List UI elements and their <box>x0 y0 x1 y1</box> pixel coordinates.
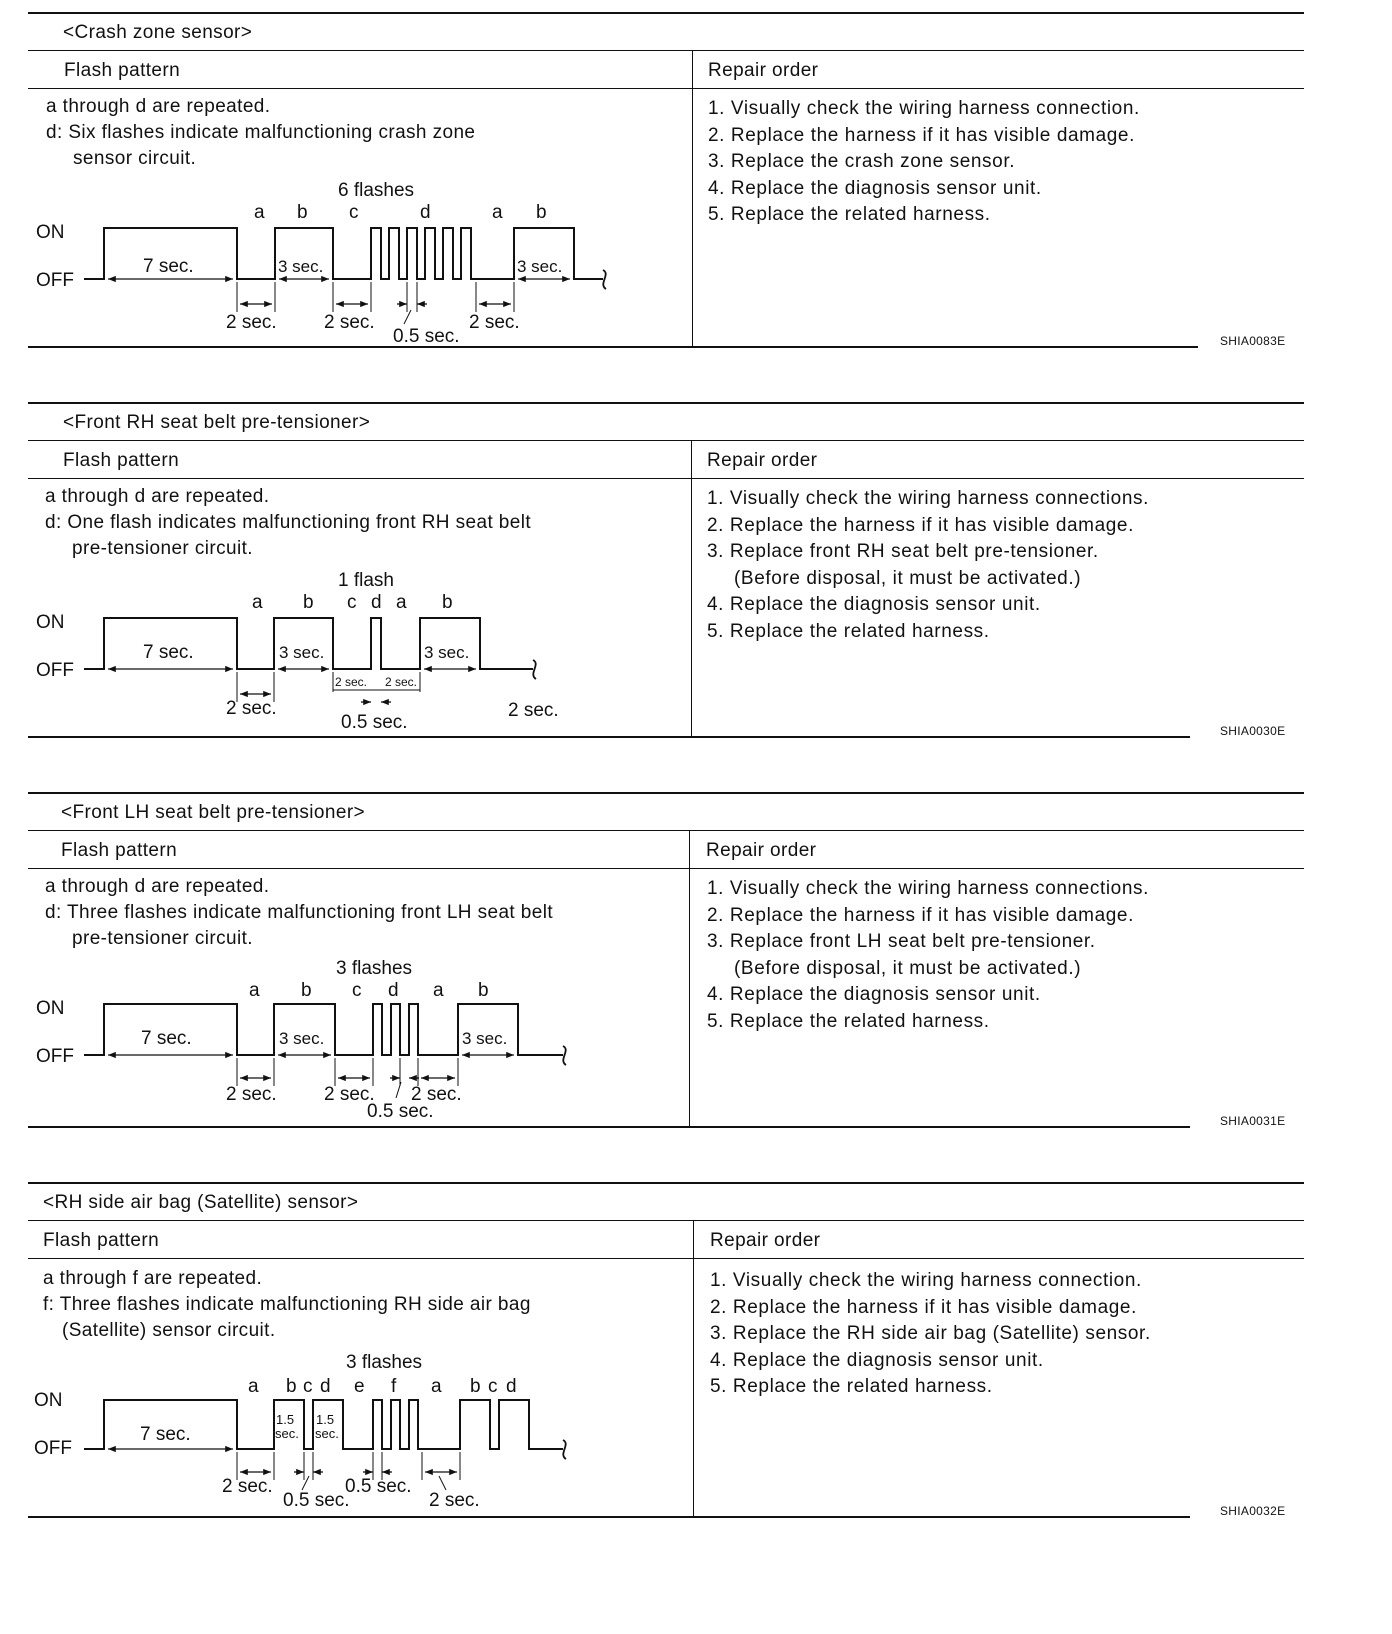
letter-label: a <box>431 1376 442 1397</box>
leader-line <box>302 1476 309 1490</box>
repair-order-header: Repair order <box>710 1230 821 1251</box>
figure-code: SHIA0032E <box>1220 1504 1286 1518</box>
header-bottom-border <box>28 868 1304 869</box>
duration-label: 2 sec. <box>429 1490 480 1511</box>
flash-pattern-header: Flash pattern <box>64 60 181 81</box>
duration-label: 2 sec. <box>226 698 277 719</box>
duration-label: 1.5 <box>316 1412 335 1427</box>
flash-pattern-diagram <box>28 1344 628 1524</box>
duration-label: 2 sec. <box>324 1084 375 1105</box>
table-top-border <box>28 402 1304 404</box>
flash-pattern-header: Flash pattern <box>43 1230 160 1251</box>
repair-step: 2. Replace the harness if it has visible damage. <box>708 124 1135 146</box>
section-title: <Front LH seat belt pre-tensioner> <box>61 802 366 823</box>
duration-label: 1.5 <box>276 1412 295 1427</box>
letter-label: d <box>506 1376 517 1397</box>
table-bottom-border <box>28 1126 1190 1128</box>
section-front-rh-pretensioner <box>28 402 1372 742</box>
duration-label: 2 sec. <box>508 700 559 721</box>
letter-label: b <box>297 202 308 223</box>
repair-step: 1. Visually check the wiring harness connection. <box>710 1270 1142 1291</box>
repair-order-header: Repair order <box>707 450 818 471</box>
break-mark <box>603 270 606 289</box>
duration-label: 2 sec. <box>335 675 368 689</box>
duration-label: 2 sec. <box>411 1084 462 1105</box>
section-title: <RH side air bag (Satellite) sensor> <box>43 1192 359 1213</box>
letter-label: b <box>301 980 312 1001</box>
section-rh-side-airbag-sensor <box>28 1182 1372 1522</box>
repair-order-list <box>708 96 1140 229</box>
repair-step: 5. Replace the related harness. <box>708 204 991 225</box>
letter-label: a <box>396 592 407 613</box>
column-divider <box>692 50 693 347</box>
repair-step: 1. Visually check the wiring harness connection. <box>708 98 1140 119</box>
description-line: d: Six flashes indicate malfunctioning crash zone <box>46 122 476 143</box>
description-line: pre-tensioner circuit. <box>72 928 253 949</box>
flash-pattern-header: Flash pattern <box>63 450 180 471</box>
description-line: a through d are repeated. <box>46 96 271 117</box>
repair-step: 2. Replace the harness if it has visible damage. <box>707 904 1134 926</box>
repair-step: 1. Visually check the wiring harness connections. <box>707 878 1149 899</box>
duration-label: 3 sec. <box>279 643 325 662</box>
duration-label: 0.5 sec. <box>393 326 460 347</box>
description-line: sensor circuit. <box>73 148 197 169</box>
section-crash-zone-sensor <box>28 12 1372 352</box>
letter-label: d <box>388 980 399 1001</box>
duration-label: sec. <box>275 1426 299 1441</box>
flash-description <box>45 484 531 562</box>
column-divider <box>693 1220 694 1517</box>
duration-label: 3 sec. <box>462 1029 508 1048</box>
on-label: ON <box>36 998 65 1019</box>
column-divider <box>691 440 692 737</box>
duration-label: 3 sec. <box>517 257 563 276</box>
flash-pattern-diagram <box>28 950 628 1130</box>
repair-step: 4. Replace the diagnosis sensor unit. <box>707 984 1041 1005</box>
duration-label: 7 sec. <box>143 642 194 663</box>
letter-label: e <box>354 1376 365 1397</box>
figure-code: SHIA0031E <box>1220 1114 1286 1128</box>
header-top-border <box>28 1220 1304 1221</box>
off-label: OFF <box>34 1438 72 1459</box>
letter-label: d <box>371 592 382 613</box>
repair-order-list <box>707 876 1149 1035</box>
repair-order-header: Repair order <box>706 840 817 861</box>
repair-step: 4. Replace the diagnosis sensor unit. <box>708 177 1042 199</box>
flash-description <box>46 94 475 172</box>
letter-label: b <box>286 1376 297 1397</box>
repair-step: 5. Replace the related harness. <box>707 1010 990 1032</box>
letter-label: c <box>352 980 362 1001</box>
description-line: (Satellite) sensor circuit. <box>62 1320 276 1341</box>
header-top-border <box>28 830 1304 831</box>
letter-label: f <box>391 1376 397 1397</box>
repair-step: 3. Replace the RH side air bag (Satellite) sensor. <box>710 1323 1151 1344</box>
figure-code: SHIA0030E <box>1220 724 1286 738</box>
duration-label: 2 sec. <box>385 675 418 689</box>
description-line: a through f are repeated. <box>43 1268 263 1289</box>
repair-step: 3. Replace front RH seat belt pre-tensioner. <box>707 541 1099 562</box>
duration-label: 3 sec. <box>279 1029 325 1048</box>
letter-label: b <box>536 202 547 223</box>
letter-label: b <box>478 980 489 1001</box>
letter-label: a <box>252 592 263 613</box>
off-label: OFF <box>36 1046 74 1067</box>
off-label: OFF <box>36 270 74 291</box>
repair-step: 1. Visually check the wiring harness connections. <box>707 488 1149 509</box>
duration-label: 7 sec. <box>140 1424 191 1445</box>
duration-label: 0.5 sec. <box>283 1490 350 1511</box>
description-line: d: One flash indicates malfunctioning front RH seat belt <box>45 512 532 533</box>
repair-step: 3. Replace front LH seat belt pre-tensioner. <box>707 931 1096 952</box>
header-top-border <box>28 440 1304 441</box>
duration-label: 7 sec. <box>141 1028 192 1049</box>
description-line: pre-tensioner circuit. <box>72 538 253 559</box>
column-divider <box>689 830 690 1127</box>
repair-step: 4. Replace the diagnosis sensor unit. <box>707 594 1041 615</box>
duration-label: 2 sec. <box>226 312 277 333</box>
table-top-border <box>28 792 1304 794</box>
table-bottom-border <box>28 1516 1190 1518</box>
repair-step: 2. Replace the harness if it has visible damage. <box>710 1296 1137 1318</box>
duration-label: 0.5 sec. <box>345 1476 412 1497</box>
repair-order-list <box>710 1268 1151 1401</box>
on-label: ON <box>36 222 65 243</box>
flash-count-label: 6 flashes <box>338 180 415 201</box>
letter-label: d <box>420 202 431 223</box>
figure-code: SHIA0083E <box>1220 334 1286 348</box>
letter-label: d <box>320 1376 331 1397</box>
leader-line <box>439 1476 446 1490</box>
repair-order-header: Repair order <box>708 60 819 81</box>
flash-description <box>43 1266 531 1344</box>
break-mark <box>563 1440 566 1459</box>
section-title: <Front RH seat belt pre-tensioner> <box>63 412 371 433</box>
description-line: d: Three flashes indicate malfunctioning front LH seat belt <box>45 902 554 923</box>
table-top-border <box>28 12 1304 14</box>
header-bottom-border <box>28 1258 1304 1259</box>
letter-label: c <box>349 202 359 223</box>
letter-label: a <box>248 1376 259 1397</box>
letter-label: b <box>442 592 453 613</box>
repair-step: 3. Replace the crash zone sensor. <box>708 151 1016 172</box>
duration-label: 0.5 sec. <box>367 1101 434 1122</box>
repair-step: 5. Replace the related harness. <box>707 620 990 642</box>
letter-label: c <box>488 1376 498 1397</box>
description-line: f: Three flashes indicate malfunctioning RH side air bag <box>43 1294 531 1315</box>
table-top-border <box>28 1182 1304 1184</box>
repair-step: 4. Replace the diagnosis sensor unit. <box>710 1349 1044 1371</box>
section-front-lh-pretensioner <box>28 792 1372 1132</box>
section-title: <Crash zone sensor> <box>63 22 253 43</box>
leader-line <box>404 310 411 324</box>
repair-order-list <box>707 486 1149 645</box>
break-mark <box>563 1046 566 1065</box>
header-bottom-border <box>28 88 1304 89</box>
flash-count-label: 3 flashes <box>336 958 413 979</box>
off-label: OFF <box>36 660 74 681</box>
letter-label: a <box>254 202 265 223</box>
letter-label: c <box>347 592 357 613</box>
letter-label: a <box>433 980 444 1001</box>
flash-count-label: 1 flash <box>338 570 394 591</box>
letter-label: a <box>249 980 260 1001</box>
duration-label: 2 sec. <box>222 1476 273 1497</box>
repair-step: 2. Replace the harness if it has visible damage. <box>707 514 1134 536</box>
on-label: ON <box>36 612 65 633</box>
duration-label: 3 sec. <box>424 643 470 662</box>
letter-label: c <box>303 1376 313 1397</box>
flash-pattern-diagram <box>28 562 628 742</box>
break-mark <box>533 660 536 679</box>
header-top-border <box>28 50 1304 51</box>
flash-pattern-diagram <box>28 172 628 352</box>
duration-label: sec. <box>315 1426 339 1441</box>
on-label: ON <box>34 1390 63 1411</box>
table-bottom-border <box>28 346 1198 348</box>
header-bottom-border <box>28 478 1304 479</box>
letter-label: b <box>303 592 314 613</box>
duration-label: 2 sec. <box>469 312 520 333</box>
flash-pattern-header: Flash pattern <box>61 840 178 861</box>
duration-label: 3 sec. <box>278 257 324 276</box>
repair-note: (Before disposal, it must be activated.) <box>734 957 1082 979</box>
duration-label: 2 sec. <box>324 312 375 333</box>
flash-description <box>45 874 553 952</box>
duration-label: 7 sec. <box>143 256 194 277</box>
letter-label: b <box>470 1376 481 1397</box>
repair-note: (Before disposal, it must be activated.) <box>734 567 1082 589</box>
description-line: a through d are repeated. <box>45 876 270 897</box>
flash-count-label: 3 flashes <box>346 1352 423 1373</box>
duration-label: 2 sec. <box>226 1084 277 1105</box>
description-line: a through d are repeated. <box>45 486 270 507</box>
letter-label: a <box>492 202 503 223</box>
duration-label: 0.5 sec. <box>341 712 408 733</box>
table-bottom-border <box>28 736 1190 738</box>
repair-step: 5. Replace the related harness. <box>710 1376 993 1397</box>
leader-line <box>396 1082 401 1098</box>
